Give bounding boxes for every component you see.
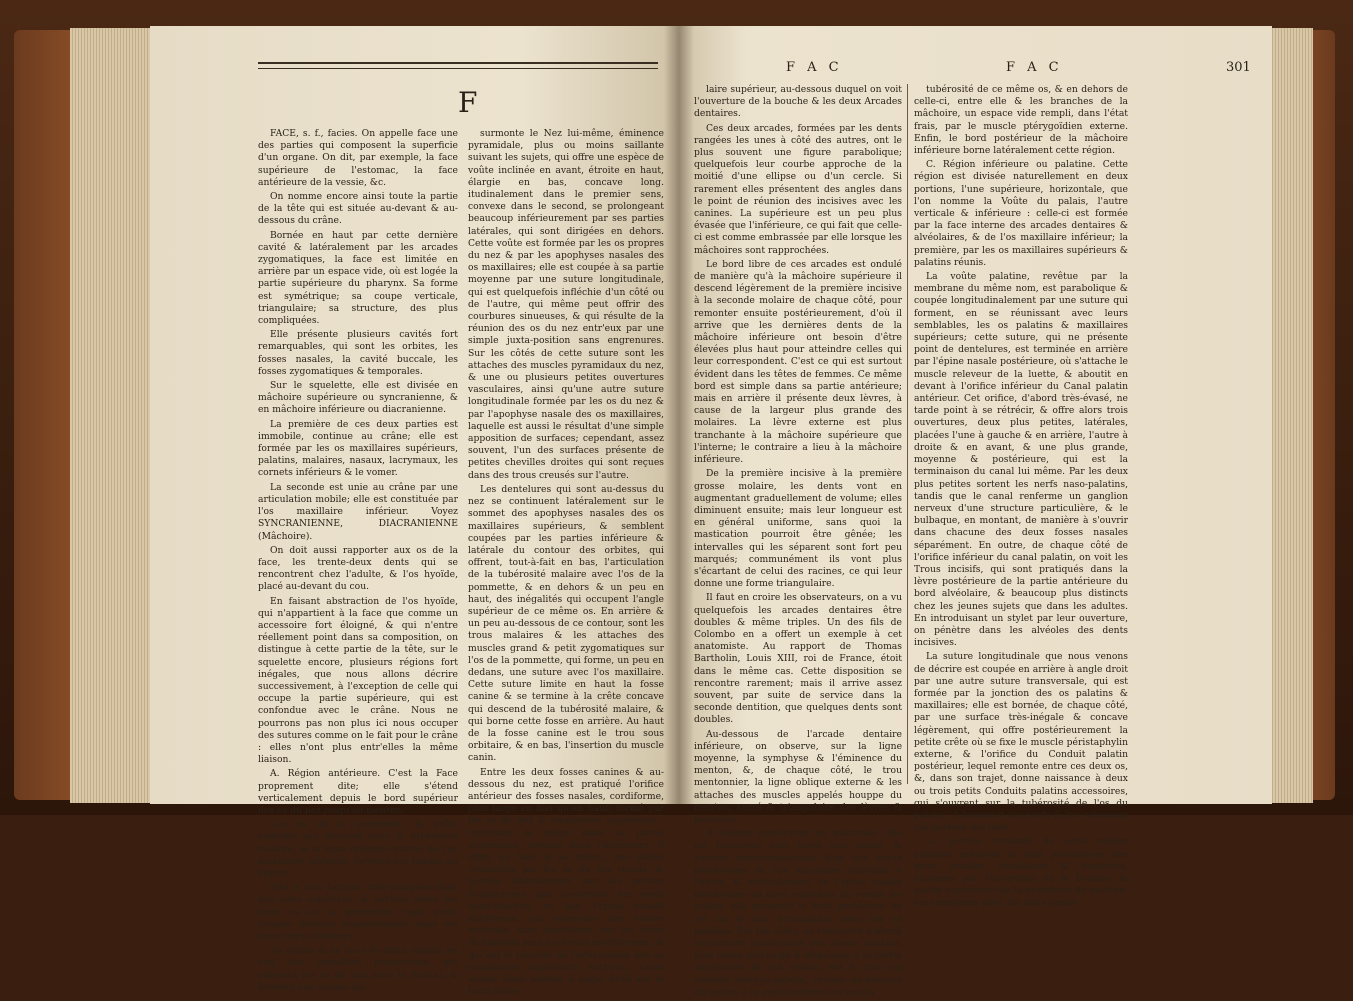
paragraph: Au-dessous de l'arcade dentaire inférieure, on observe, sur la ligne moyenne, la symphyse & l'éminence du menton, &, de chaque côté, le trou mentonnier, la ligne oblique externe & les attaches des muscles appelés houppe du menton, carré & triangulaire des lèvres & peaucier. bbox=[694, 728, 902, 825]
paragraph: tubérosité de ce même os, & en dehors de celle-ci, entre elle & les branches de la mâchoire, un espace vide rempli, dans l'état frais, par le muscle ptérygoïdien externe. Enfin, le bord postérieur de la mâchoire inférieure borne latéralement cette région. bbox=[914, 84, 1128, 157]
header-rule bbox=[258, 62, 658, 64]
page-edges-left bbox=[70, 28, 160, 803]
right-page bbox=[676, 26, 1272, 998]
paragraph: Il faut en croire les observateurs, on a vu quelquefois les arcades dentaires être doubles & même triples. Un des fils de Colombo en a offert un exemple à cet anatomiste. Au rapport de Thomas Bartholin, Louis XIII, roi de France, étoit dans le même cas. Cette disposition se rencontre rarement; mais il arrive assez souvent, par suite de service dans la seconde dentition, que quelques dents sont doubles. bbox=[694, 592, 902, 726]
section-letter: F bbox=[458, 86, 478, 119]
right-column-1 bbox=[694, 84, 902, 1001]
paragraph: La seconde est unie au crâne par une articulation mobile; elle est constituée par l'os maxillaire inférieur. Voyez SYNCRANIENNE, DIACRANIENNE (Mâchoire). bbox=[258, 481, 458, 542]
paragraph: On nomme encore ainsi toute la partie de la tête qui est située au-devant & au-dessous du crâne. bbox=[258, 191, 458, 227]
paragraph: Les os de la pommette, la crête saillante qui descend sous la tubérosité malaire, & la ligne oblique externe de l'os maxillaire inférieur, forment ses limites au dehors. bbox=[258, 819, 458, 879]
paragraph: La voûte palatine, revêtue par la membrane du même nom, est parabolique & coupée longitudinalement par une suture qui forment, en se réunissant avec leurs semblables, les os palatins & maxillaires supérieurs; cette suture, qui ne présente point de dentelures, est terminée en arrière par l'épine nasale postérieure, où s'attache le muscle releveur de la luette, & aboutit en devant à l'orifice inférieur du Canal palatin antérieur. Cet orifice, d'abord très-évasé, ne tarde point à se rétrécir, & offre alors trois ouvertures, deux plus petites, latérales, placées l'une à gauche & en arrière, l'autre à droite & en avant, & une plus grande, moyenne & postérieure, qui est la terminaison du canal lui même. Par les deux plus petites sortent les nerfs naso-palatins, tandis que le canal renferme un ganglion nerveux d'une structure particulière, & le bulbaque, en montant, de manière à s'ouvrir dans chacune des deux fosses nasales séparément. En outre, de chaque côté de l'orifice inférieur du canal palatin, on voit les Trous incisifs, qui sont pratiqués dans la lèvre postérieure de la partie antérieure du bord alvéolaire, & beaucoup plus distincts chez les jeunes sujets que dans les adultes. En introduisant un stylet par leur ouverture, on pénètre dans les alvéoles des dents incisives. bbox=[914, 271, 1128, 649]
paragraph: La suture longitudinale que nous venons de décrire est coupée en arrière à angle droit par une autre suture transversale, qui est formée par la jonction des os palatins & maxillaires; elle est bornée, de chaque côté, par une surface très-inégale & concave légèrement, qui offre postérieurement la petite crête où se fixe le muscle péristaphylin externe, & l'orifice du Conduit palatin postérieur, lequel remonte entre ces deux os, &, dans son trajet, donne naissance à deux ou trois petits Conduits palatins accessoires, qui s'ouvrent sur la tubérosité de l'os du palais : il transmet les nerfs & les vaisseaux qui portent son nom. bbox=[914, 651, 1128, 834]
paragraph: C. Région inférieure ou palatine. Cette région est divisée naturellement en deux portions, l'une supérieure, horizontale, que l'on nomme la Voûte du palais, l'autre verticale & inférieure : celle-ci est formée par la face interne des arcades dentaires & alvéolaires, & de l'os maxillaire inférieur; la première, par les os maxillaires supérieurs & palatins réunis. bbox=[914, 159, 1128, 268]
paragraph: surmonte le Nez lui-même, éminence pyramidale, plus ou moins saillante suivant les sujets, qui offre une espèce de voûte inclinée en avant, étroite en haut, élargie en bas, concave long. itudinalement dans le premier sens, convexe dans le second, se prolongeant beaucoup inférieurement par ses parties latérales, qui sont dirigées en dehors. Cette voûte est formée par les os propres du nez & par les apophyses nasales des os maxillaires; elle est coupée à sa partie moyenne par une suture longitudinale, qui est quelquefois infléchie d'un côté ou de l'autre, qui même peut offrir des courbures sinueuses, & qui résulte de la réunion des os du nez entr'eux par une simple juxta-position sans engrenures. Sur les côtés de cette suture sont les attaches des muscles pyramidaux du nez, & une ou plusieurs petites ouvertures vasculaires, ainsi qu'une autre suture longitudinale formée par les os du nez & par l'apophyse nasale des os maxillaires, laquelle est aussi le résultat d'une simple apposition de surfaces; cependant, assez souvent, l'un des surfaces présente de petites chevilles droites qui sont reçues dans des trous creusés sur l'autre. bbox=[468, 128, 664, 481]
paragraph: Elle présente plusieurs cavités fort remarquables, qui sont les orbites, les fosses nasales, la cavité buccale, les fosses zygomatiques & temporales. bbox=[258, 329, 458, 377]
paragraph: FACE, s. f., facies. On appelle face une des parties qui composent la superficie d'un organe. On dit, par exemple, la face supérieure de l'estomac, la face antérieure de la vessie, &c. bbox=[258, 128, 458, 188]
paragraph: La première de ces deux parties est immobile, continue au crâne; elle est formée par les os maxillaires supérieurs, palatins, malaires, nasaux, lacrymaux, les cornets inférieurs & le vomer. bbox=[258, 418, 458, 479]
paragraph: Le bord libre de ces arcades est ondulé de manière qu'à la mâchoire supérieure il descend légèrement de la première incisive à la seconde molaire de chaque côté, pour remonter ensuite postérieurement, d'où il arrive que les dernières dents de la mâchoire inférieure ont besoin d'être élevées plus haut pour atteindre celles qui leur correspondent. C'est ce qui est surtout évident dans les têtes de femmes. Ce même bord est simple dans sa partie antérieure; mais en arrière il présente deux lèvres, à cause de la largeur plus grande des molaires. La lèvre externe est plus tranchante à la mâchoire supérieure que l'interne; le contraire a lieu à la mâchoire inférieure. bbox=[694, 258, 902, 466]
paragraph: De la première incisive à la première grosse molaire, les dents vont en augmentant graduellement de volume; elles diminuent ensuite; mais leur longueur est en général uniforme, sans quoi la mastication pourroit être gênée; les intervalles qui les séparent sont fort peu marqués; communément ils vont plus s'écartant de celui des racines, ce qui leur donne une forme triangulaire. bbox=[694, 468, 902, 590]
running-head-left: F A C bbox=[786, 60, 843, 75]
column-divider bbox=[907, 84, 908, 784]
page-number: 301 bbox=[1226, 60, 1251, 75]
paragraph: Les dentelures qui sont au-dessus du nez se continuent latéralement sur le sommet des apophyses nasales des os maxillaires supérieurs, & semblent coupées par les parties inférieure & latérale du contour des orbites, qui offrent, tout-à-fait en bas, l'articulation de la tubérosité malaire avec l'os de la pommette, & en dehors & un peu en haut, des inégalités qui occupent l'angle supérieur de ce même os. En arrière & un peu au-dessous de ce contour, sont les trous malaires & les attaches des muscles grand & petit zygomatiques sur l'os de la pommette, qui forme, un peu en dedans, une suture avec l'os maxillaire. Cette suture limite en haut la fosse canine & se termine à la crête concave qui descend de la tubérosité malaire, & qui borne cette fosse en arrière. Au haut de la fosse canine est le trou sous orbitaire, & en bas, l'insertion du muscle canin. bbox=[468, 483, 664, 764]
running-head-right: F A C bbox=[1006, 60, 1063, 75]
left-column-1 bbox=[258, 128, 458, 996]
paragraph: En faisant abstraction de l'os hyoïde, qui n'appartient à la face que comme un accessoire fort éloigné, & qui n'entre réellement point dans sa composition, on distingue à cette partie de la tête, sur le squelette encore, plusieurs régions fort inégales, que nous allons décrire successivement, à l'exception de celle qui occupe la partie supérieure, qui est confondue avec le crâne. Nous ne pourrons pas non plus ici nous occuper des sutures comme on le fait pour le crâne : elles n'ont plus entr'elles la même liaison. bbox=[258, 595, 458, 766]
paragraph: Bornée en haut par cette dernière cavité & latéralement par les arcades zygomatiques, la face est limitée en arrière par un espace vide, où est logée la partie supérieure du pharynx. Sa forme est symétrique; sa coupe verticale, triangulaire; sa structure, des plus compliquées. bbox=[258, 229, 458, 327]
left-page bbox=[150, 26, 680, 998]
header-rule-thin bbox=[258, 68, 658, 69]
paragraph: Entre les deux fosses canines & au-dessous du nez, est pratiqué l'orifice antérieur des fosses nasales, cordiforme, plus large en bas qu'en haut, formé par les os du nez & maxillaires supérieurs : tranchant & inégal dans sa partie supérieure, arrondi dans l'inférieure, il offre, en haut & au milieu, une saillie constituée par les os du nez réunis, & bornée latéralement par les petites échancrures que traversent les nerfs naso-lobaires; en bas, l'épine nasale antérieure, qui surmonte une suture verticale, sans dentelures, sur les côtés de laquelle sont les fosses myrtiformes, & qui est le résultat de l'articulation des os maxillaires supérieurs entr'eux. Cette suture vient tomber à angle droit sur le bord alvéo- bbox=[468, 766, 664, 998]
left-column-2 bbox=[468, 128, 664, 1000]
paragraph: B. Région postérieure ou gutturale. Elle est beaucoup plus large que haute, & s'étend transversalement d'un des bords postérieurs de l'os maxillaire inférieur à l'autre, & verticalement de l'épine nasale postérieure au bord supérieur du vomer. Au milieu, elle présente le bord postérieur de cet os & son articulation avec les os palatins. Sur les côtés, on rencontre d'abord l'ouverture postérieure des fosses nasales, plus haute que large & elliptique; à la partie supérieure de cet orifice, est le trou ou conduit ptérygo-palatin, creusé au-dessous du palais; à la partie externe on voit la bbox=[694, 828, 902, 998]
right-column-2 bbox=[914, 84, 1128, 912]
paragraph: Elle a une largeur très-marquée dans son tiers supérieur, & surtout entre les deux os de la pommette; mais cette largeur diminue graduellement dans ses deux tiers inférieurs. bbox=[258, 882, 458, 942]
paragraph: Au milieu & en haut de cette région, on voit des inégalités prononcées, qui unissent les os du nez avec le frontal, & forment une suture qui bbox=[258, 945, 458, 993]
paragraph: A. Région antérieure. C'est la Face proprement dite; elle s'étend verticalement depuis le bord supérieur des os du nez jusqu'au menton. bbox=[258, 768, 458, 816]
paragraph: Ces deux arcades, formées par les dents rangées les unes à côté des autres, ont le plus souvent une figure parabolique; quelquefois leur courbe approche de la moitié d'une ellipse ou d'un cercle. Si rarement elles présentent des angles dans le point de réunion des incisives avec les canines. La supérieure est un peu plus évasée que l'inférieure, ce qui fait que celle-ci est comme embrassée par elle lorsque les mâchoires sont rapprochées. bbox=[694, 122, 902, 256]
paragraph: La portion verticale de cette région palatine présente la face postérieure des deux arcades alvéolaires & dentaires, séparées par l'ouverture de la bouche; la partie supérieure de la symphyse du menton; les apophyses géni, les deux lignes bbox=[914, 836, 1128, 909]
paragraph: laire supérieur, au-dessous duquel on voit l'ouverture de la bouche & les deux Arcades dentaires. bbox=[694, 84, 902, 120]
book-gutter bbox=[664, 26, 694, 804]
paragraph: On doit aussi rapporter aux os de la face, les trente-deux dents qui se rencontrent chez l'adulte, & l'os hyoïde, placé au-devant du cou. bbox=[258, 544, 458, 593]
paragraph: Sur le squelette, elle est divisée en mâchoire supérieure ou syncranienne, & en mâchoire inférieure ou diacranienne. bbox=[258, 380, 458, 416]
